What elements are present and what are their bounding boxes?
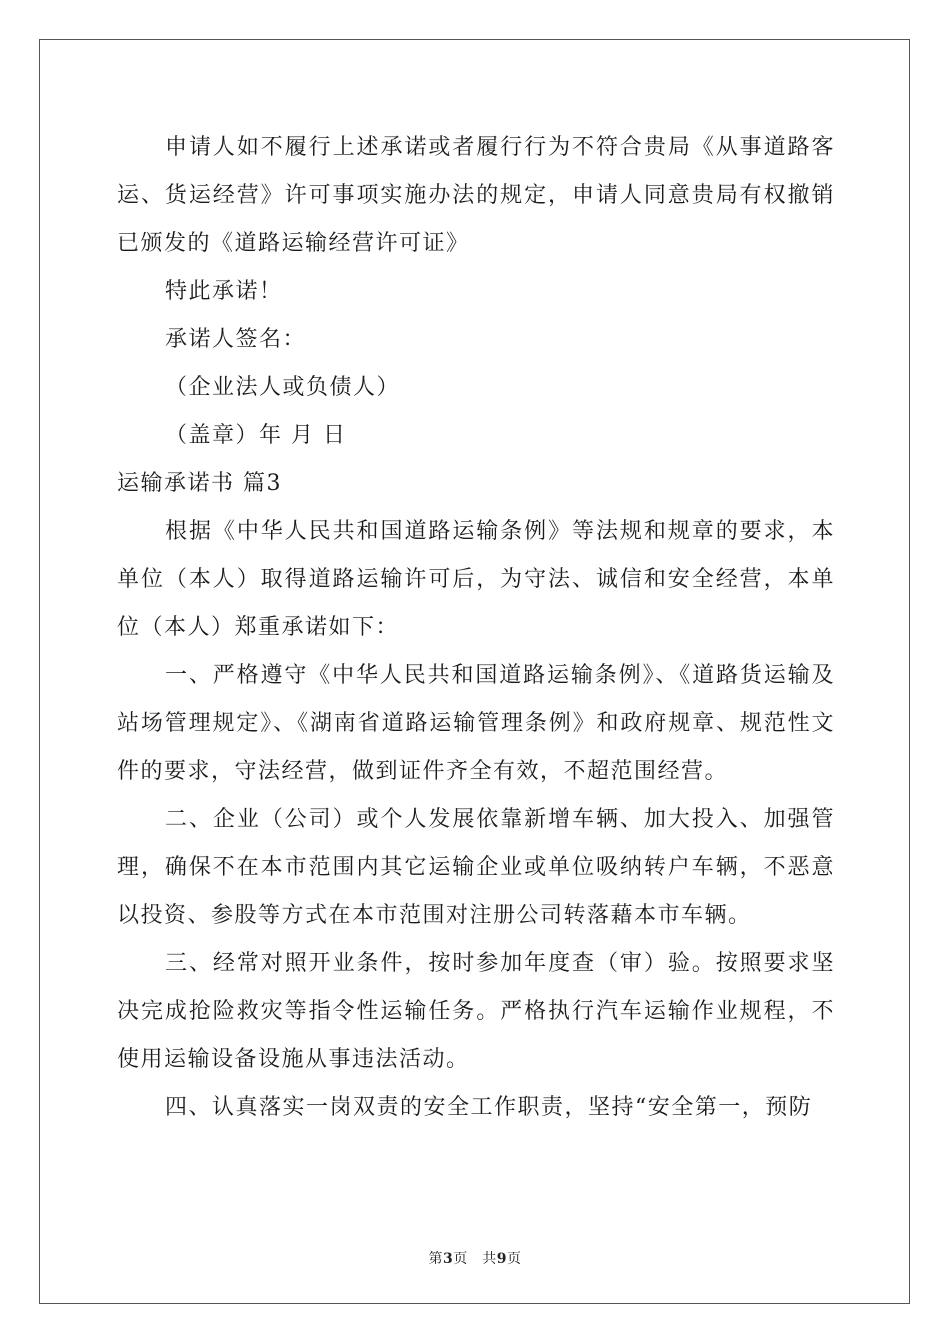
footer-prefix: 第 (428, 1251, 443, 1267)
paragraph-item-1: 一、严格遵守《中华人民共和国道路运输条例》、《道路货运输及站场管理规定》、《湖南省道路运输管理条例》和政府规章、规范性文件的要求，守法经营，做到证件齐全有效，不超范围经营。 (117, 663, 835, 784)
paragraph-seal-date: （盖章）年 月 日 (165, 423, 347, 448)
footer-total-pages: 9 (496, 1251, 507, 1267)
document-body (117, 124, 835, 1132)
footer-suffix: 页 (507, 1251, 522, 1267)
paragraph-legal-person: （企业法人或负债人） (165, 375, 401, 400)
paragraph-hereby-promise: 特此承诺！ (165, 279, 283, 304)
footer-current-page: 3 (443, 1251, 454, 1267)
paragraph-item-3: 三、经常对照开业条件，按时参加年度查（审）验。按照要求坚决完成抢险救灾等指令性运输任务。严格执行汽车运输作业规程，不使用运输设备设施从事违法活动。 (117, 951, 835, 1072)
paragraph-signature-label: 承诺人签名： (165, 327, 307, 352)
paragraph-item-2: 二、企业（公司）或个人发展依靠新增车辆、加大投入、加强管理，确保不在本市范围内其它运输企业或单位吸纳转户车辆，不恶意以投资、参股等方式在本市范围对注册公司转落藉本市车辆。 (117, 807, 835, 928)
paragraph-revocation-clause: 申请人如不履行上述承诺或者履行行为不符合贵局《从事道路客运、货运经营》许可事项实施办法的规定，申请人同意贵局有权撤销已颁发的《道路运输经营许可证》 (117, 135, 835, 256)
section-heading: 运输承诺书 篇3 (117, 471, 282, 496)
footer-mid: 页 共 (453, 1251, 497, 1267)
paragraph-preamble: 根据《中华人民共和国道路运输条例》等法规和规章的要求，本单位（本人）取得道路运输许可后，为守法、诚信和安全经营，本单位（本人）郑重承诺如下： (117, 519, 835, 640)
page-footer (0, 1248, 950, 1268)
paragraph-item-4: 四、认真落实一岗双责的安全工作职责，坚持“安全第一，预防 (165, 1095, 813, 1120)
